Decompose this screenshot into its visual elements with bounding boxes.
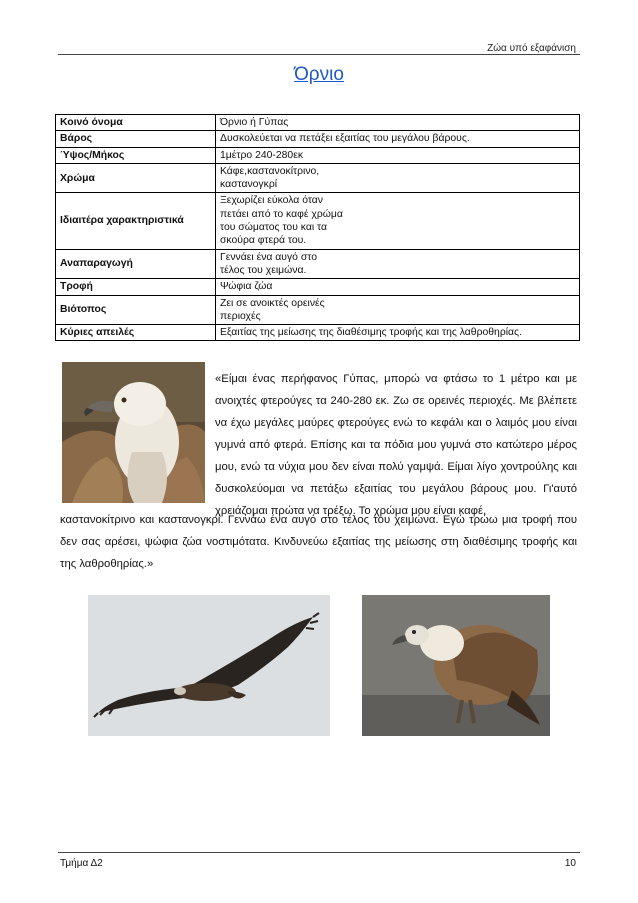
vulture-standing-photo <box>362 595 550 736</box>
facts-value: Κάφε,καστανοκίτρινο, καστανογκρί <box>216 163 580 193</box>
vulture-portrait-photo <box>62 362 205 503</box>
facts-row <box>56 249 580 279</box>
facts-label: Χρώμα <box>56 163 216 193</box>
footer-section-label: Τμήμα Δ2 <box>60 858 103 869</box>
description-paragraph-right: «Είμαι ένας περήφανος Γύπας, μπορώ να φτάσω το 1 μέτρο και με ανοιχτές φτερούγες τα 240-280 εκ. Ζω σε ορεινές περιοχές. Με βλέπετε να έχω μεγάλες μαύρες φτερούγες ενώ το κεφάλι και ο λαιμός μου είναι γυμνά από φτερά. Επίσης και τα πόδια μου γυμνά στο κατώτερο μέρος μου, ενώ τα νύχια μου δεν είναι πολύ γαμψά. Είμαι λίγο χοντρούλης και δυσκολεύομαι να πετάξω εξαιτίας του μεγάλου βάρους μου. Γι'αυτό χρειάζομαι πρώτα να τρέξω. Το χρώμα μου είναι καφέ, <box>215 373 577 517</box>
facts-value: Ζει σε ανοικτές ορεινές περιοχές <box>216 295 580 325</box>
facts-table <box>55 114 580 341</box>
facts-value: Γεννάει ένα αυγό στο τέλος του χειμώνα. <box>216 249 580 279</box>
facts-label: Κοινό όνομα <box>56 115 216 131</box>
facts-row <box>56 295 580 325</box>
facts-label: Τροφή <box>56 279 216 295</box>
facts-value: Δυσκολεύεται να πετάξει εξαιτίας του μεγάλου βάρους. <box>216 131 580 147</box>
facts-label: Βάρος <box>56 131 216 147</box>
facts-value: Εξαιτίας της μείωσης της διαθέσιμης τροφής και της λαθροθηρίας. <box>216 325 580 341</box>
page-number: 10 <box>564 858 576 869</box>
facts-row <box>56 147 580 163</box>
page-title[interactable]: Όρνιο <box>294 64 344 85</box>
vulture-flying-photo <box>88 595 330 736</box>
facts-row <box>56 279 580 295</box>
description-paragraph-continued: καστανοκίτρινο και καστανογκρί. Γεννάω ένα αυγό στο τέλος του χειμώνα. Εγώ τρώω μια τροφή που δεν σας αρέσει, ψώφια ζώα νοστιμότατα. Κινδυνεύω εξαιτίας της μείωσης στη διαθέσιμης τροφής και της λαθροθηρίας.» <box>60 514 577 570</box>
facts-label: Κύριες απειλές <box>56 325 216 341</box>
facts-value: Ξεχωρίζει εύκολα όταν πετάει από το καφέ χρώμα του σώματος του και τα σκούρα φτερά του. <box>216 193 580 249</box>
facts-label: Βιότοπος <box>56 295 216 325</box>
header-rule <box>58 54 580 55</box>
footer-rule <box>58 852 580 853</box>
facts-row <box>56 115 580 131</box>
facts-value: 1μέτρο 240-280εκ <box>216 147 580 163</box>
facts-value: Όρνιο ή Γύπας <box>216 115 580 131</box>
running-header: Ζώα υπό εξαφάνιση <box>487 43 576 54</box>
facts-label: Ύψος/Μήκος <box>56 147 216 163</box>
facts-value: Ψώφια ζώα <box>216 279 580 295</box>
facts-row <box>56 131 580 147</box>
facts-row <box>56 163 580 193</box>
facts-row <box>56 193 580 249</box>
facts-label: Αναπαραγωγή <box>56 249 216 279</box>
facts-row <box>56 325 580 341</box>
facts-label: Ιδιαιτέρα χαρακτηριστικά <box>56 193 216 249</box>
